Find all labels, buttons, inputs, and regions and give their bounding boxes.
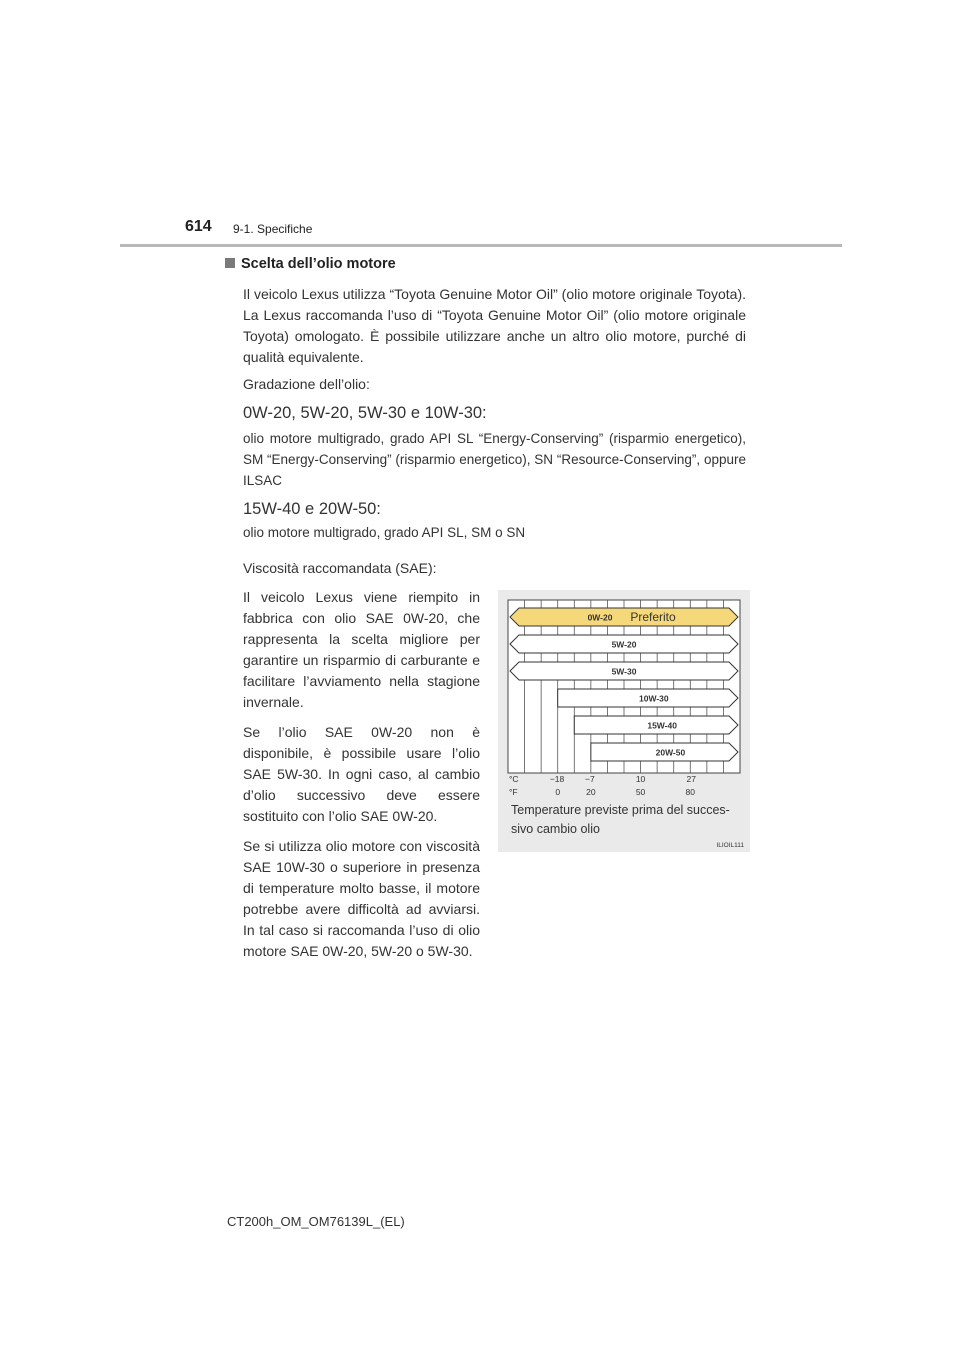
column-paragraph-1: Il veicolo Lexus viene riempito in fabbrica con olio SAE 0W-20, che rappresenta la scelta migliore per garantire un risparmio di carburante e facilitare l’avviamento nella stagione invernale.: [243, 589, 480, 710]
bar-label: 20W-50: [655, 747, 686, 758]
tick-label-f: 80: [685, 787, 696, 797]
tick-label-c: −18: [549, 774, 565, 784]
grade2-text: olio motore multigrado, grado API SL, SM o SN: [243, 525, 526, 540]
bar-label: 0W-20: [587, 612, 613, 623]
tick-label-c: 10: [635, 774, 646, 784]
tick-label-f: 0: [555, 787, 561, 797]
tick-label-c: 27: [686, 774, 697, 784]
grade1-text: olio motore multigrado, grado API SL “Energy-Conserving” (risparmio energetico), SM “Energy-Conserving” (risparmio energetico), SN “Resource-Conserving”, oppure ILSAC: [243, 431, 746, 488]
intro-paragraph: Il veicolo Lexus utilizza “Toyota Genuine Motor Oil” (olio motore originale Toyota). La Lexus raccomanda l’uso di “Toyota Genuine Motor Oil” (olio motore originale Toyota) omologato. È possibile utilizzare anche un altro olio motore, purché di qualità equivalente.: [243, 286, 746, 365]
chart-code: ILIOIL111: [716, 842, 744, 849]
grade2-title: 15W-40 e 20W-50:: [243, 500, 381, 518]
viscosity-bar-0w-20: [510, 608, 738, 626]
bar-label: 15W-40: [647, 720, 677, 731]
chart-caption-line2: sivo cambio olio: [511, 822, 600, 836]
viscosity-label: Viscosità raccomandata (SAE):: [243, 560, 437, 576]
section-title: 9-1. Specifiche: [233, 222, 313, 236]
section-heading: [225, 256, 396, 272]
tick-label-f: 20: [586, 787, 596, 797]
column-paragraph-3: Se si utilizza olio motore con viscosità SAE 10W-30 o superiore in presenza di temperature molto basse, il motore potrebbe avere difficoltà ad avviarsi. In tal caso si raccomanda l’uso di olio motore SAE 0W-20, 5W-20 o 5W-30.: [243, 838, 480, 959]
chart-caption-line1: Temperature previste prima del succes-: [511, 803, 730, 817]
bar-label: 5W-20: [611, 639, 637, 650]
heading-text: Scelta dell’olio motore: [241, 256, 396, 272]
grade1-title: 0W-20, 5W-20, 5W-30 e 10W-30:: [243, 404, 487, 422]
unit-f-label: °F: [509, 787, 518, 797]
unit-c-label: °C: [509, 774, 519, 784]
column-paragraph-2: Se l’olio SAE 0W-20 non è disponibile, è possibile usare l’olio SAE 5W-30. In ogni caso, al cambio d’olio successivo deve essere sostituito con l’olio SAE 0W-20.: [243, 724, 480, 824]
footer-doc-id: CT200h_OM_OM76139L_(EL): [227, 1214, 405, 1229]
square-bullet-icon: [225, 258, 235, 268]
tick-label-f: 50: [635, 787, 646, 797]
header-divider: [120, 244, 842, 247]
preferred-label: Preferito: [630, 610, 676, 624]
grade-label: Gradazione dell’olio:: [243, 376, 370, 392]
bar-label: 5W-30: [611, 666, 637, 677]
viscosity-chart: [498, 590, 750, 852]
chart-ticks: [550, 774, 696, 797]
viscosity-chart-svg: [498, 590, 750, 852]
page-number: 614: [185, 218, 212, 235]
tick-label-c: −7: [585, 774, 595, 784]
bar-label: 10W-30: [639, 693, 669, 704]
